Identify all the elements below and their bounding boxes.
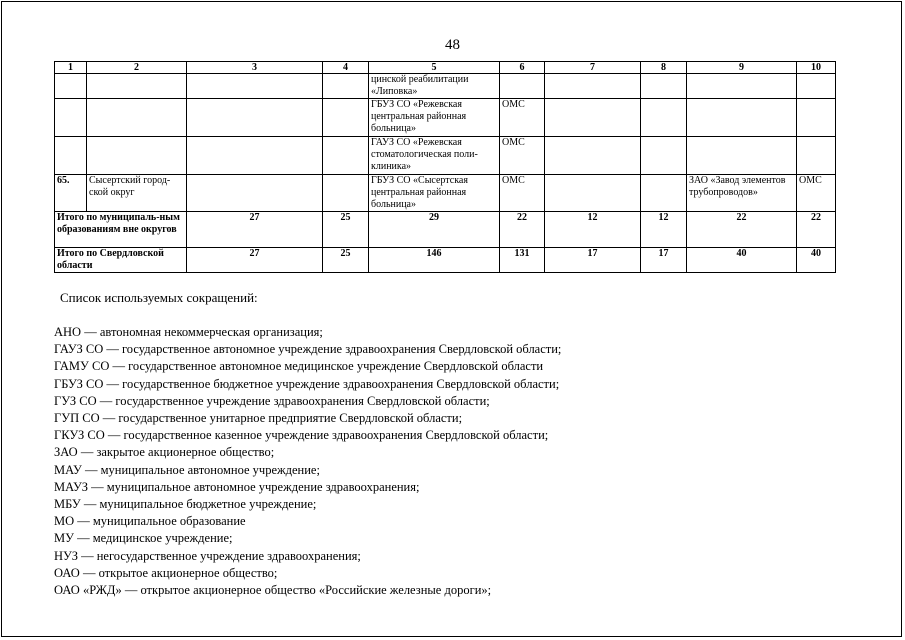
total-value: 17 (641, 248, 687, 273)
total-row-outside-districts (55, 212, 836, 248)
cell-number (55, 137, 87, 175)
total-value: 25 (323, 248, 369, 273)
cell-col4 (323, 175, 369, 212)
cell-col7 (545, 74, 641, 99)
column-number: 7 (545, 62, 641, 74)
abbreviation-item: МУ — медицинское учреждение; (54, 531, 233, 546)
cell-col8 (641, 99, 687, 137)
total-value: 22 (687, 212, 797, 248)
cell-col10 (797, 99, 836, 137)
cell-col6: ОМС (500, 175, 545, 212)
cell-municipality (87, 99, 187, 137)
cell-number (55, 99, 87, 137)
cell-col8 (641, 175, 687, 212)
cell-col7 (545, 175, 641, 212)
cell-col9 (687, 99, 797, 137)
abbreviation-item: ГУП СО — государственное унитарное предприятие Свердловской области; (54, 411, 463, 426)
cell-col10 (797, 74, 836, 99)
abbreviations-title: Список используемых сокращений: (60, 290, 258, 305)
column-number: 2 (87, 62, 187, 74)
abbreviations-list (54, 324, 844, 599)
column-number: 8 (641, 62, 687, 74)
total-value: 40 (797, 248, 836, 273)
abbreviation-item: АНО — автономная некоммерческая организация; (54, 325, 323, 339)
total-value: 17 (545, 248, 641, 273)
total-value: 25 (323, 212, 369, 248)
cell-institution: ГАУЗ СО «Режевская стоматологическая поли-клиника» (369, 137, 500, 175)
column-number: 3 (187, 62, 323, 74)
total-label: Итого по муниципаль-ным образованиям вне округов (55, 212, 187, 248)
total-value: 22 (500, 212, 545, 248)
table-row (55, 137, 836, 175)
abbreviation-item: ГБУЗ СО — государственное бюджетное учреждение здравоохранения Свердловской области; (54, 376, 560, 391)
column-number: 9 (687, 62, 797, 74)
column-number: 4 (323, 62, 369, 74)
column-number: 10 (797, 62, 836, 74)
cell-col3 (187, 74, 323, 99)
column-number: 6 (500, 62, 545, 74)
column-number: 5 (369, 62, 500, 74)
cell-col4 (323, 74, 369, 99)
table-row (55, 99, 836, 137)
cell-col10: ОМС (797, 175, 836, 212)
table-row (55, 74, 836, 99)
cell-col3 (187, 137, 323, 175)
abbreviation-item: МО — муниципальное образование (54, 514, 246, 529)
cell-col4 (323, 99, 369, 137)
abbreviation-item: ГАУЗ СО — государственное автономное учреждение здравоохранения Свердловской области; (54, 342, 562, 357)
abbreviation-item: МАУЗ — муниципальное автономное учреждение здравоохранения; (54, 479, 420, 494)
abbreviation-item: ОАО — открытое акционерное общество; (54, 565, 278, 580)
total-value: 27 (187, 212, 323, 248)
total-value: 131 (500, 248, 545, 273)
cell-number (55, 74, 87, 99)
abbreviation-item: МБУ — муниципальное бюджетное учреждение; (54, 497, 317, 512)
cell-col3 (187, 99, 323, 137)
cell-col8 (641, 137, 687, 175)
cell-col4 (323, 137, 369, 175)
total-value: 12 (545, 212, 641, 248)
total-value: 146 (369, 248, 500, 273)
cell-municipality: Сысертский город-ской округ (87, 175, 187, 212)
page-number: 48 (445, 37, 460, 53)
total-value: 40 (687, 248, 797, 273)
cell-col9: ЗАО «Завод элементов трубопроводов» (687, 175, 797, 212)
column-number: 1 (55, 62, 87, 74)
cell-institution: ГБУЗ СО «Сысертская центральная районная больница» (369, 175, 500, 212)
abbreviation-item: МАУ — муниципальное автономное учреждение; (54, 462, 320, 477)
total-label: Итого по Свердловской области (55, 248, 187, 273)
abbreviation-item: НУЗ — негосударственное учреждение здравоохранения; (54, 548, 361, 563)
cell-col7 (545, 99, 641, 137)
cell-col3 (187, 175, 323, 212)
total-value: 12 (641, 212, 687, 248)
cell-col6 (500, 74, 545, 99)
total-row-region (55, 248, 836, 273)
abbreviation-item: ЗАО — закрытое акционерное общество; (54, 445, 275, 460)
cell-col6: ОМС (500, 137, 545, 175)
abbreviation-item: ОАО «РЖД» — открытое акционерное общество «Российские железные дороги»; (54, 583, 492, 598)
cell-col9 (687, 74, 797, 99)
total-value: 27 (187, 248, 323, 273)
abbreviation-item: ГКУЗ СО — государственное казенное учреждение здравоохранения Свердловской области; (54, 428, 549, 443)
cell-number: 65. (55, 175, 87, 212)
total-value: 29 (369, 212, 500, 248)
cell-municipality (87, 137, 187, 175)
cell-col9 (687, 137, 797, 175)
cell-institution: ГБУЗ СО «Режевская центральная районная больница» (369, 99, 500, 137)
abbreviation-item: ГУЗ СО — государственное учреждение здравоохранения Свердловской области; (54, 393, 490, 408)
table-row (55, 175, 836, 212)
total-value: 22 (797, 212, 836, 248)
cell-col7 (545, 137, 641, 175)
facilities-table (54, 61, 836, 273)
column-number-row (55, 62, 836, 74)
abbreviation-item: ГАМУ СО — государственное автономное медицинское учреждение Свердловской области (54, 359, 544, 374)
cell-col8 (641, 74, 687, 99)
cell-municipality (87, 74, 187, 99)
cell-col6: ОМС (500, 99, 545, 137)
cell-col10 (797, 137, 836, 175)
cell-institution: цинской реабилитации «Липовка» (369, 74, 500, 99)
